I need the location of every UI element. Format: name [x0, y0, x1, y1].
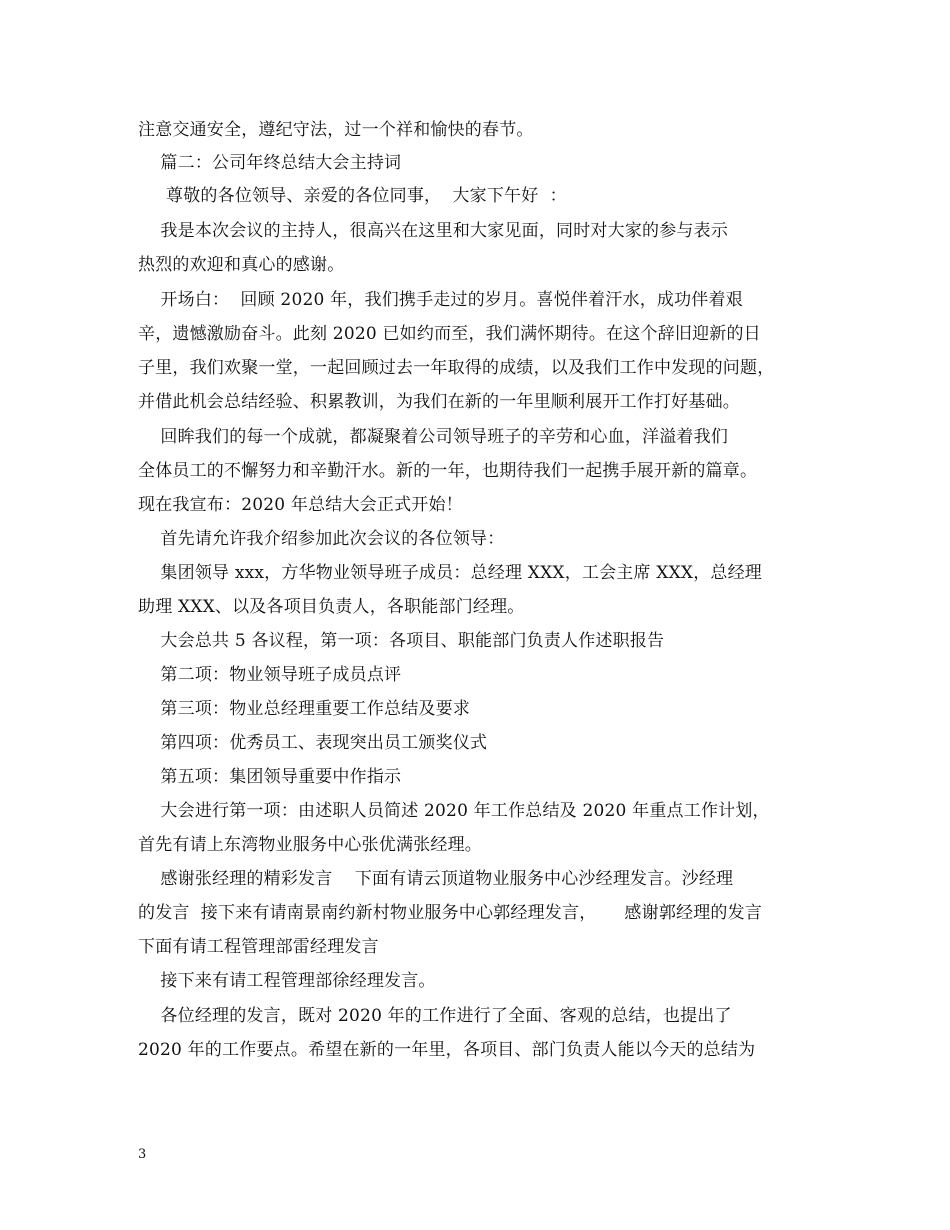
text-line: 接下来有请工程管理部徐经理发言。	[138, 971, 436, 991]
text-line: 尊敬的各位领导、亲爱的各位同事， 大家下午好 ：	[138, 186, 567, 206]
text-line: 热烈的欢迎和真心的感谢。	[138, 255, 345, 275]
text-line: 集团领导 xxx，方华物业领导班子成员：总经理 XXX，工会主席 XXX，总经理	[138, 563, 763, 583]
text-line: 第四项：优秀员工、表现突出员工颁奖仪式	[138, 733, 488, 753]
text-line: 第二项：物业领导班子成员点评	[138, 665, 402, 685]
text-line: 篇二：公司年终总结大会主持词	[138, 153, 402, 173]
text-line: 首先请允许我介绍参加此次会议的各位领导：	[138, 529, 505, 549]
text-line: 首先有请上东湾物业服务中心张优满张经理。	[138, 835, 482, 855]
text-line: 并借此机会总结经验、积累教训，为我们在新的一年里顺利展开工作打好基础。	[138, 392, 740, 412]
text-line: 各位经理的发言，既对 2020 年的工作进行了全面、客观的总结，也提出了	[138, 1006, 732, 1026]
text-line: 大会总共 5 各议程，第一项：各项目、职能部门负责人作述职报告	[138, 631, 665, 651]
text-line: 第三项：物业总经理重要工作总结及要求	[138, 699, 471, 719]
text-line: 大会进行第一项：由述职人员简述 2020 年工作总结及 2020 年重点工作计划，	[138, 801, 770, 821]
text-line: 全体员工的不懈努力和辛勤汗水。新的一年，也期待我们一起携手展开新的篇章。	[138, 461, 758, 481]
text-line: 的发言 接下来有请南景南约新村物业服务中心郭经理发言， 感谢郭经理的发言	[138, 903, 763, 923]
text-line: 第五项：集团领导重要中作指示	[138, 767, 402, 787]
page-number: 3	[138, 1147, 147, 1162]
text-line: 现在我宣布：2020 年总结大会正式开始！	[138, 495, 463, 515]
text-line: 下面有请工程管理部雷经理发言	[138, 937, 379, 957]
text-line: 感谢张经理的精彩发言 下面有请云顶道物业服务中心沙经理发言。沙经理	[138, 869, 734, 889]
text-line: 开场白： 回顾 2020 年，我们携手走过的岁月。喜悦伴着汗水，成功伴着艰	[138, 290, 743, 310]
text-line: 子里，我们欢聚一堂，一起回顾过去一年取得的成绩，以及我们工作中发现的问题，	[138, 358, 775, 378]
text-line: 辛，遗憾激励奋斗。此刻 2020 已如约而至，我们满怀期待。在这个辞旧迎新的日	[138, 324, 761, 344]
text-line: 回眸我们的每一个成就，都凝聚着公司领导班子的辛劳和心血，洋溢着我们	[138, 427, 729, 447]
text-line: 2020 年的工作要点。希望在新的一年里，各项目、部门负责人能以今天的总结为	[138, 1040, 756, 1060]
text-line: 助理 XXX、以及各项目负责人，各职能部门经理。	[138, 597, 525, 617]
text-line: 注意交通安全，遵纪守法，过一个祥和愉快的春节。	[138, 120, 534, 140]
text-line: 我是本次会议的主持人，很高兴在这里和大家见面，同时对大家的参与表示	[138, 221, 729, 241]
